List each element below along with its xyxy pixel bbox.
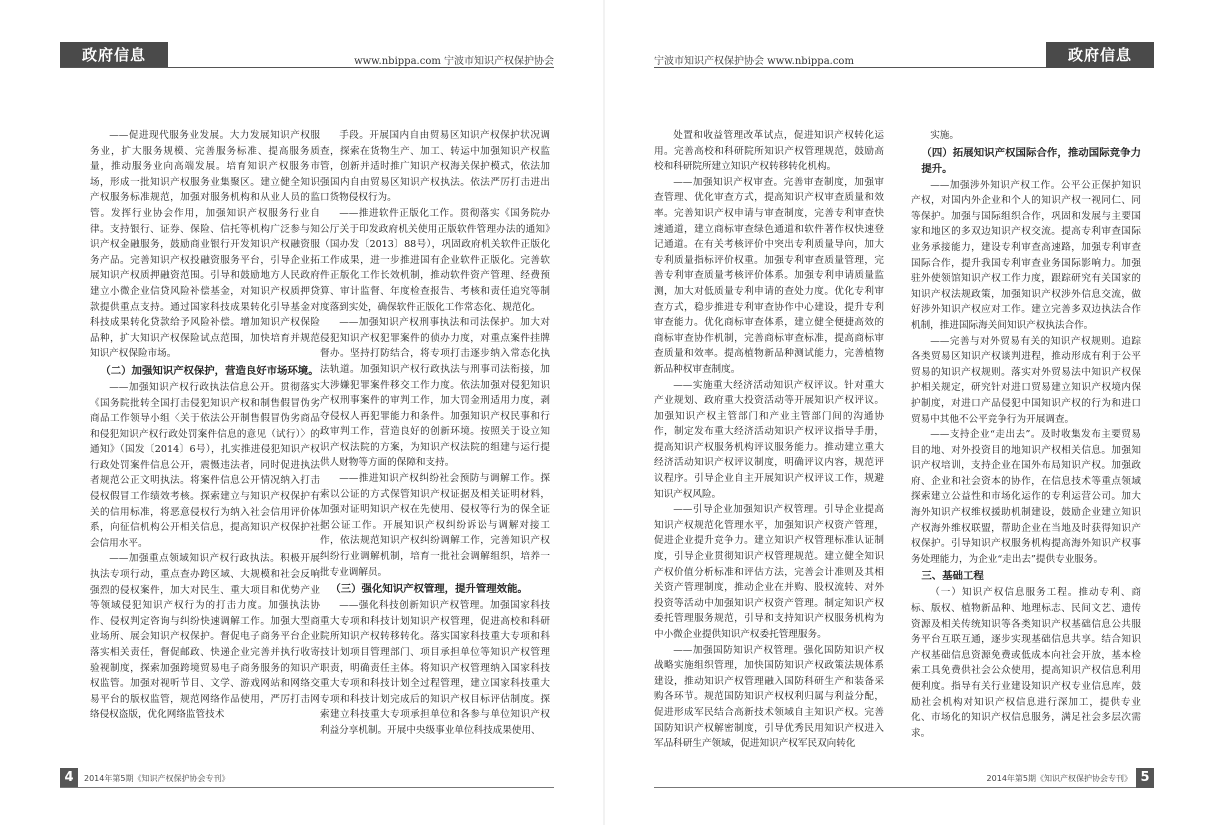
paragraph: ——实施重大经济活动知识产权评议。针对重大产业规划、政府重大投资活动等开展知识产权评议。加强知识产权主管部门和产业主管部门间的沟通协作，制定发布重大经济活动知识产权评议指导手册，提高知识产权服务机构评议服务能力。推动建立重大经济活动知识产权评议制度，明确评议内容，规范评议程序。引导企业自主开展知识产权评议工作，规避知识产权风险。 — [654, 379, 884, 500]
paragraph: 手段。开展国内自由贸易区知识产权保护状况调查，探索在货物生产、加工、转运中加强知识产权监管，创新并适时推广知识产权海关保护模式，依法加强国内自由贸易区知识产权执法。依法严厉打击进出口货物侵权行为。 — [320, 130, 550, 204]
paragraph: ——支持企业“走出去”。及时收集发布主要贸易目的地、对外投资目的地知识产权相关信息。加强知识产权培训，支持企业在国外布局知识产权。加强政府、企业和社会资本的协作，在信息技术等重点领域探索建立公益性和市场化运作的专利运营公司。加大海外知识产权维权援助机制建设，鼓励企业建立知识产权海外维权联盟，帮助企业在当地及时获得知识产权保护。引导知识产权服务机构提高海外知识产权事务处理能力，为企业“走出去”提供专业服务。 — [911, 429, 1141, 565]
paragraph: 实施。 — [930, 130, 959, 141]
left-column-2 — [320, 128, 550, 739]
left-page-number: 4 — [60, 768, 78, 788]
left-footer — [0, 768, 604, 788]
paragraph: ——强化科技创新知识产权管理。加强国家科技重大专项和科技计划知识产权管理，促进高校和科研院所知识产权转移转化。落实国家科技重大专项和科技计划项目管理部门、项目承担单位等知识产权管理职责，明确责任主体。将知识产权管理纳入国家科技重大专项和科技计划全过程管理，建立国家科技重大专项和科技计划完成后的知识产权目标评估制度。探索建立科技重大专项承担单位和各参与单位知识产权利益分享机制。开展中央级事业单位科技成果使用、 — [320, 600, 550, 736]
section-heading: （二）加强知识产权保护，营造良好市场环境。 — [100, 364, 319, 377]
right-footer-rule — [654, 787, 1154, 788]
left-header-rule — [60, 67, 554, 68]
right-page — [604, 0, 1208, 825]
paragraph: ——加强重点领域知识产权行政执法。积极开展执法专项行动，重点查办跨区域、大规模和社会反响强烈的侵权案件，加大对民生、重大项目和优势产业等领域侵犯知识产权行为的打击力度。加强执法协作、侵权判定咨询与纠纷快速调解工作。加强大型商业场所、展会知识产权保护。督促电子商务平台企业落实相关责任，督促邮政、快递企业完善并执行收寄验视制度，探索加强跨境贸易电子商务服务的知识产权监管。加强对视听节目、文学、游戏网站和网络交易平台的版权监管，规范网络作品使用，严厉打击网络侵权盗版，优化网络监管技术 — [90, 553, 320, 721]
paragraph: ——推进软件正版化工作。贯彻落实《国务院办公厅关于印发政府机关使用正版软件管理办法的通知》（国办发〔2013〕88号），巩固政府机关软件正版化工作成果，进一步推进国有企业软件正版化。完善软件正版化工作长效机制，推动软件资产管理、经费预算、审计监督、年度检查报告、考核和责任追究等制度落到实处，确保软件正版化工作常态化、规范化。 — [320, 207, 550, 313]
paragraph: ——加强国防知识产权管理。强化国防知识产权战略实施组织管理，加快国防知识产权政策法规体系建设，推动知识产权管理融入国防科研生产和装备采购各环节。规范国防知识产权权利归属与利益分配，促进形成军民结合高新技术领域自主知识产权。完善国防知识产权解密制度，引导优秀民用知识产权进入军品科研生产领域，促进知识产权军民双向转化 — [654, 644, 884, 750]
left-footer-rule — [60, 787, 554, 788]
section-heading: （三）强化知识产权管理，提升管理效能。 — [330, 583, 528, 596]
left-column-1 — [90, 128, 320, 723]
right-column-2 — [911, 128, 1141, 741]
left-header — [0, 42, 604, 68]
paragraph: ——加强涉外知识产权工作。公平公正保护知识产权，对国内外企业和个人的知识产权一视同仁、同等保护。加强与国际组织合作，巩固和发展与主要国家和地区的多双边知识产权交流。提高专利审查国际业务承接能力，建设专利审查高速路，加强专利审查国际合作，提升我国专利审查业务国际影响力。加强驻外使领馆知识产权工作力度，跟踪研究有关国家的知识产权法规政策，加强知识产权涉外信息交流，做好涉外知识产权应对工作。建立完善多双边执法合作机制，推进国际海关间知识产权执法合作。 — [911, 179, 1141, 331]
paragraph: ——加强知识产权行政执法信息公开。贯彻落实《国务院批转全国打击侵犯知识产权和制售假冒伪劣商品工作领导小组〈关于依法公开制售假冒伪劣商品和侵犯知识产权行政处罚案件信息的意见（试行）〉的通知》（国发〔2014〕6号），扎实推进侵犯知识产权行政处罚案件信息公开，震慑违法者，同时促进执法者规范公正文明执法。将案件信息公开情况纳入打击侵权假冒工作绩效考核。探索建立与知识产权保护有关的信用标准，将恶意侵权行为纳入社会信用评价体系，向征信机构公开相关信息，提高知识产权保护社会信用水平。 — [90, 381, 320, 549]
left-header-site: www.nbippa.com 宁波市知识产权保护协会 — [354, 56, 554, 67]
right-header — [604, 42, 1208, 68]
paragraph: ——促进现代服务业发展。大力发展知识产权服务业，扩大服务规模、完善服务标准、提高服务质量，推动服务业向高端发展。培育知识产权服务市场，形成一批知识产权服务业集聚区。建立健全知识产权服务标准规范，加强对服务机构和从业人员的监管。发挥行业协会作用，加强知识产权服务行业自律。支持银行、证券、保险、信托等机构广泛参与知识产权金融服务，鼓励商业银行开发知识产权融资服务产品。完善知识产权投融资服务平台，引导企业拓展知识产权质押融资范围。引导和鼓励地方人民政府建立小微企业信贷风险补偿基金，对知识产权质押贷款提供重点支持。通过国家科技成果转化引导基金对科技成果转化贷款给予风险补偿。增加知识产权保险品种，扩大知识产权保险试点范围，加快培育并规范知识产权保险市场。 — [90, 130, 320, 360]
paragraph: ——加强知识产权刑事执法和司法保护。加大对侵犯知识产权犯罪案件的侦办力度，对重点案件挂牌督办。坚持打防结合，将专项打击逐步纳入常态化执法轨道。加强知识产权行政执法与刑事司法衔接，加大涉嫌犯罪案件移交工作力度。依法加强对侵犯知识产权刑事案件的审判工作，加大罚金刑适用力度，剥夺侵权人再犯罪能力和条件。加强知识产权民事和行政审判工作，营造良好的创新环境。按照关于设立知识产权法院的方案，为知识产权法院的组建与运行提供人财物等方面的保障和支持。 — [320, 317, 550, 469]
right-footer — [604, 768, 1208, 788]
paragraph: （一）知识产权信息服务工程。推动专利、商标、版权、植物新品种、地理标志、民间文艺、遗传资源及相关传统知识等各类知识产权基础信息公共服务平台互联互通，逐步实现基础信息共享。结合知识产权基础信息资源免费或低成本向社会开放，基本检索工具免费供社会公众使用，提高知识产权信息利用便利度。指导有关行业建设知识产权专业信息库，鼓励社会机构对知识产权信息进行深加工，提供专业化、市场化的知识产权信息服务，满足社会多层次需求。 — [911, 587, 1141, 739]
paragraph: ——完善与对外贸易有关的知识产权规则。追踪各类贸易区知识产权谈判进程，推动形成有利于公平贸易的知识产权规则。落实对外贸易法中知识产权保护相关规定，研究针对进口贸易建立知识产权境内保护制度，对进口产品侵犯中国知识产权的行为和进口贸易中其他不公平竞争行为开展调查。 — [911, 335, 1141, 425]
right-column-1 — [654, 128, 884, 752]
paragraph: ——引导企业加强知识产权管理。引导企业提高知识产权规范化管理水平，加强知识产权资产管理，促进企业提升竞争力。建立知识产权管理标准认证制度，引导企业贯彻知识产权管理规范。建立健全知识产权价值分析标准和评估方法，完善会计准则及其相关资产管理制度，推动企业在并购、股权流转、对外投资等活动中加强知识产权资产管理。制定知识产权委托管理服务规范，引导和支持知识产权服务机构为中小微企业提供知识产权委托管理服务。 — [654, 504, 884, 640]
paragraph: ——加强知识产权审查。完善审查制度，加强审查管理、优化审查方式，提高知识产权审查质量和效率。完善知识产权申请与审查制度，完善专利审查快速通道，建立商标审查绿色通道和软件著作权快速登记通道。在有关考核评价中突出专利质量导向，加大专利质量指标评价权重。加强专利审查质量管理，完善专利审查质量考核评价体系。加强专利申请质量监测，加大对低质量专利申请的查处力度。优化专利审查方式，稳步推进专利审查协作中心建设，提升专利审查能力。优化商标审查体系，建立健全便捷高效的商标审查协作机制，完善商标审查标准，提高商标审查质量和效率。提高植物新品种测试能力，完善植物新品种权审查制度。 — [654, 176, 884, 375]
right-section-tag: 政府信息 — [1046, 42, 1154, 68]
right-header-site: 宁波市知识产权保护协会 www.nbippa.com — [654, 56, 854, 67]
left-footer-issue: 2014年第5期《知识产权保护协会专刊》 — [84, 774, 230, 783]
left-section-tag: 政府信息 — [60, 42, 168, 68]
paragraph: 处置和收益管理改革试点，促进知识产权转化运用。完善高校和科研院所知识产权管理规范，鼓励高校和科研院所建立知识产权转移转化机构。 — [654, 130, 884, 173]
paragraph: ——推进知识产权纠纷社会预防与调解工作。探索以公证的方式保管知识产权证据及相关证明材料，加强对证明知识产权在先使用、侵权等行为的保全证据公证工作。开展知识产权纠纷诉讼与调解对接工作，依法规范知识产权纠纷调解工作，完善知识产权纠纷行业调解机制，培育一批社会调解组织，培养一批专业调解员。 — [320, 473, 550, 578]
section-heading: 三、基础工程 — [921, 570, 984, 583]
right-footer-issue: 2014年第5期《知识产权保护协会专刊》 — [986, 774, 1132, 783]
section-heading: （四）拓展知识产权国际合作，推动国际竞争力提升。 — [921, 146, 1141, 175]
right-page-number: 5 — [1136, 768, 1154, 788]
